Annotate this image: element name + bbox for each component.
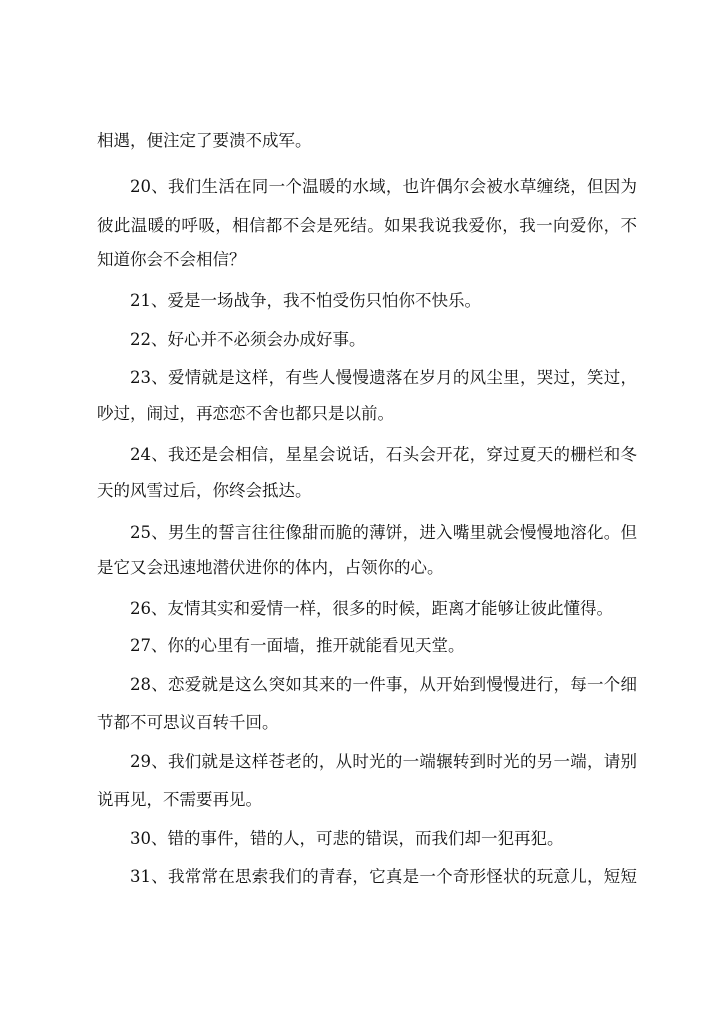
text-line: 节都不可思议百转千回。 (97, 713, 279, 732)
text-line: 吵过，闹过，再恋恋不舍也都只是以前。 (97, 404, 394, 423)
text-line: 是它又会迅速地潜伏进你的体内，占领你的心。 (97, 558, 444, 577)
text-line-paragraph-23: 23、爱情就是这样，有些人慢慢遗落在岁月的风尘里，哭过，笑过， (130, 368, 637, 387)
text-line-paragraph-20: 20、我们生活在同一个温暖的水域，也许偶尔会被水草缠绕，但因为 (130, 177, 637, 196)
text-line-paragraph-24: 24、我还是会相信，星星会说话，石头会开花，穿过夏天的栅栏和冬 (130, 445, 637, 464)
text-line-paragraph-27: 27、你的心里有一面墙，推开就能看见天堂。 (130, 636, 465, 655)
text-line-paragraph-22: 22、好心并不必须会办成好事。 (130, 330, 366, 349)
text-line-paragraph-25: 25、男生的誓言往往像甜而脆的薄饼，进入嘴里就会慢慢地溶化。但 (130, 523, 637, 542)
text-line: 说再见，不需要再见。 (97, 790, 262, 809)
text-line: 知道你会不会相信？ (97, 250, 246, 269)
text-line-paragraph-31: 31、我常常在思索我们的青春，它真是一个奇形怪状的玩意儿，短短 (130, 867, 637, 886)
text-line-paragraph-30: 30、错的事件，错的人，可悲的错误，而我们却一犯再犯。 (130, 829, 564, 848)
text-line: 彼此温暖的呼吸，相信都不会是死结。如果我说我爱你，我一向爱你，不 (97, 216, 637, 235)
text-line-paragraph-21: 21、爱是一场战争，我不怕受伤只怕你不快乐。 (130, 291, 481, 310)
text-line: 天的风雪过后，你终会抵达。 (97, 481, 312, 500)
text-line-paragraph-29: 29、我们就是这样苍老的，从时光的一端辗转到时光的另一端，请别 (130, 752, 637, 771)
text-line-paragraph-26: 26、友情其实和爱情一样，很多的时候，距离才能够让彼此懂得。 (130, 599, 613, 618)
text-line-paragraph-28: 28、恋爱就是这么突如其来的一件事，从开始到慢慢进行，每一个细 (130, 675, 637, 694)
text-line: 相遇，便注定了要溃不成军。 (97, 131, 312, 150)
